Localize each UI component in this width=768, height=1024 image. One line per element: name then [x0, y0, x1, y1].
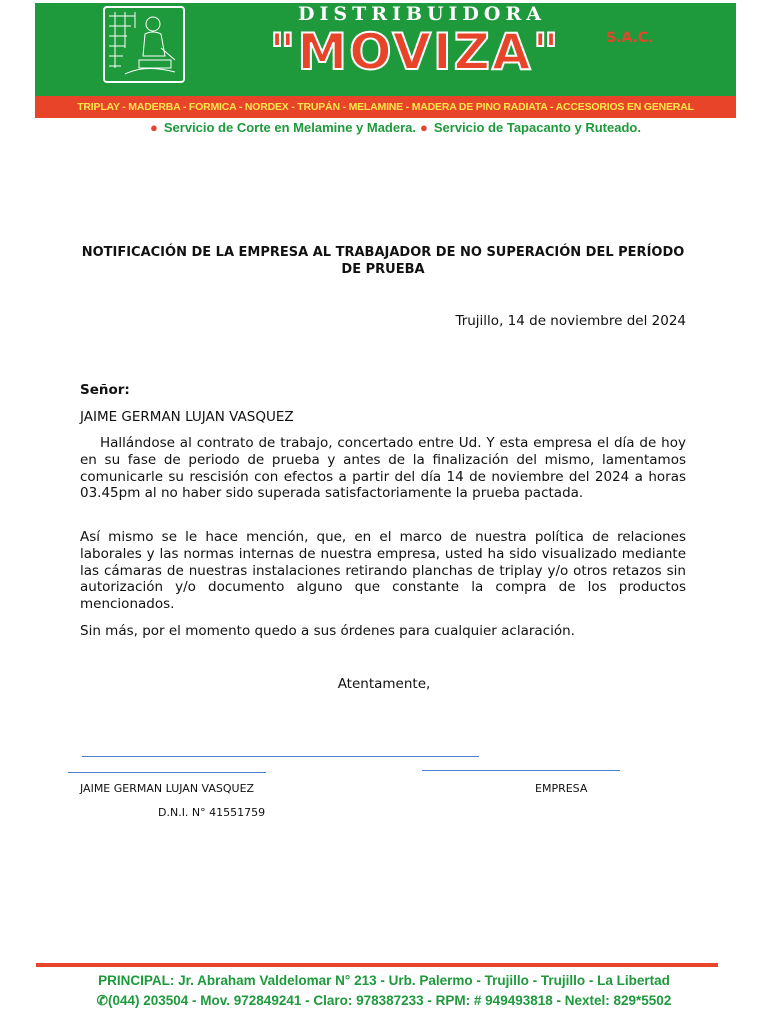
company-name: "MOVIZA" — [269, 23, 561, 81]
service-1 — [150, 120, 416, 135]
employee-dni: D.N.I. N° 41551759 — [158, 806, 266, 819]
company-signature-label: EMPRESA — [535, 782, 588, 795]
salutation: Señor: — [80, 382, 130, 398]
signature-line-company — [422, 770, 620, 771]
footer-phones: ✆(044) 203504 - Mov. 972849241 - Claro: 978387233 - RPM: # 949493818 - Nextel: 829*5502 — [96, 993, 672, 1008]
paragraph-3: Sin más, por el momento quedo a sus órdenes para cualquier aclaración. — [80, 623, 575, 639]
service-2 — [420, 120, 641, 135]
service-2-text: Servicio de Tapacanto y Ruteado. — [433, 120, 641, 135]
closing: Atentamente, — [337, 676, 431, 692]
bullet-icon: ● — [420, 120, 428, 135]
employee-signature-name: JAIME GERMAN LUJAN VASQUEZ — [80, 782, 255, 795]
company-top-label: DISTRIBUIDORA — [298, 3, 546, 25]
signature-line-top — [82, 756, 479, 757]
recipient-name: JAIME GERMAN LUJAN VASQUEZ — [80, 409, 294, 425]
footer-divider — [36, 963, 718, 967]
letter-date: Trujillo, 14 de noviembre del 2024 — [455, 313, 686, 329]
bullet-icon: ● — [150, 120, 158, 135]
company-suffix: S.A.C. — [606, 30, 654, 46]
service-1-text: Servicio de Corte en Melamine y Madera. — [163, 120, 417, 135]
paragraph-1: Hallándose al contrato de trabajo, concertado entre Ud. Y esta empresa el día de hoy en su fase de periodo de prueba y antes de la finalización del mismo, lamentamos comunicarle su rescisión con efectos a partir del día 14 de noviembre del 2024 a horas 03.45pm al no haber sido superada satisfactoriamente la prueba pactada. — [80, 435, 686, 502]
footer-address: PRINCIPAL: Jr. Abraham Valdelomar N° 213 - Urb. Palermo - Trujillo - Trujillo - La Libertad — [98, 973, 670, 988]
document-title: NOTIFICACIÓN DE LA EMPRESA AL TRABAJADOR DE NO SUPERACIÓN DEL PERÍODO DE PRUEBA — [81, 245, 685, 277]
signature-line-employee — [68, 772, 266, 773]
paragraph-2: Así mismo se le hace mención, que, en el marco de nuestra política de relaciones laborales y las normas internas de nuestra empresa, usted ha sido visualizado mediante las cámaras de nuestras instalaciones retirando planchas de triplay y/o otros retazos sin autorización y/o documento alguno que constante la compra de los productos mencionados. — [80, 529, 686, 613]
products-band: TRIPLAY - MADERBA - FORMICA - NORDEX - TRUPÁN - MELAMINE - MADERA DE PINO RADIATA - ACCESORIOS EN GENERAL — [35, 96, 736, 118]
carpenter-logo-icon — [103, 6, 185, 83]
